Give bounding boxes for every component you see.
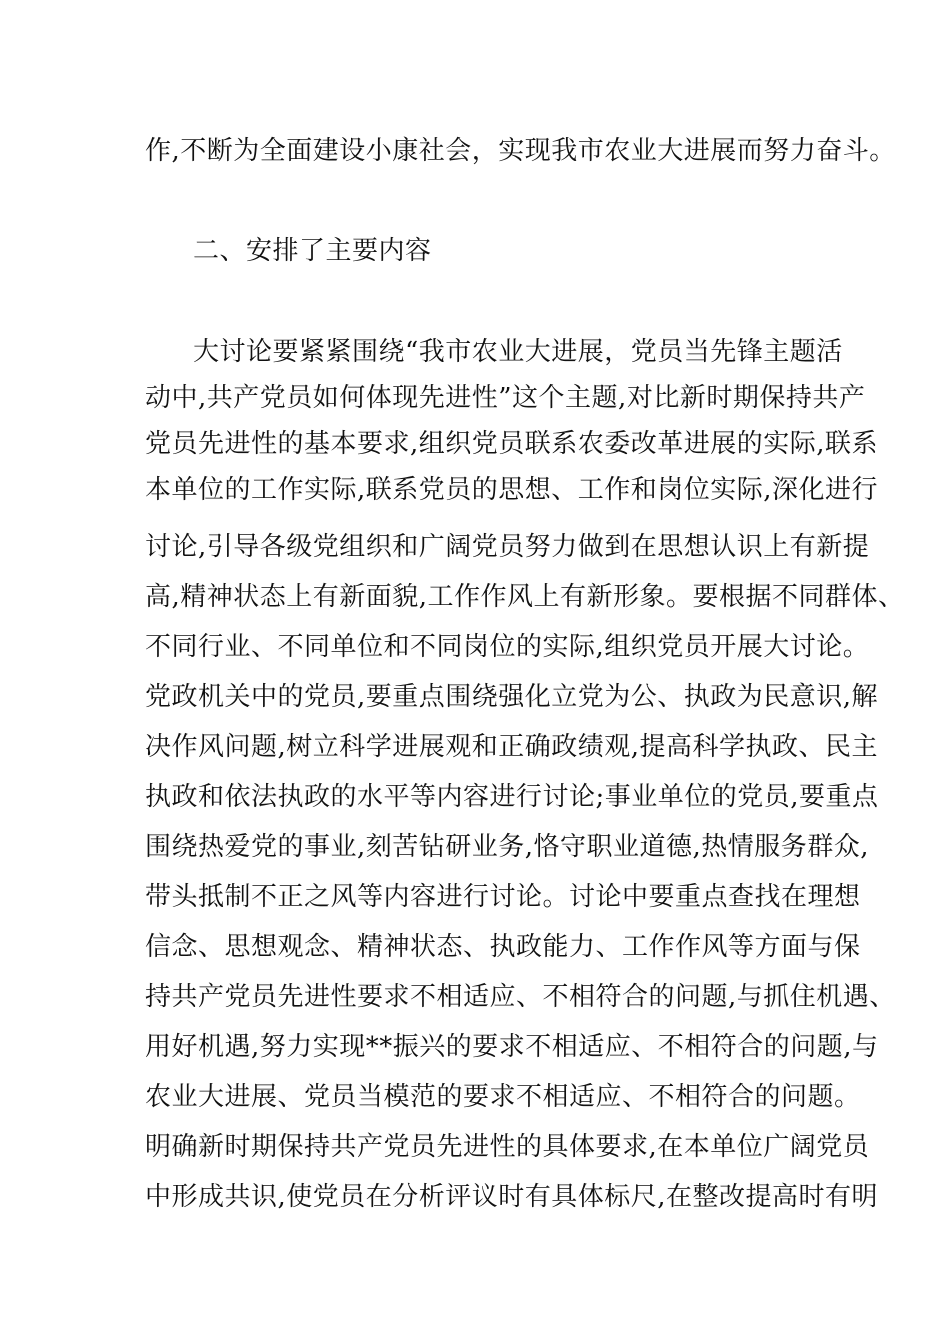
paragraph-line: 带头抵制不正之风等内容进行讨论。讨论中要重点查找在理想 — [145, 882, 861, 912]
paragraph-line: 信念、思想观念、精神状态、执政能力、工作作风等方面与保 — [145, 932, 861, 962]
paragraph-line: 中形成共识,使党员在分析评议时有具体标尺,在整改提高时有明 — [145, 1182, 879, 1212]
paragraph-line: 不同行业、不同单位和不同岗位的实际,组织党员开展大讨论。 — [145, 632, 870, 662]
paragraph-line: 动中,共产党员如何体现先进性”这个主题,对比新时期保持共产 — [145, 383, 866, 413]
paragraph-line: 执政和依法执政的水平等内容进行讨论;事业单位的党员,要重点 — [145, 782, 879, 812]
paragraph-line: 党员先进性的基本要求,组织党员联系农委改革进展的实际,联系 — [145, 429, 879, 459]
paragraph-line: 本单位的工作实际,联系党员的思想、工作和岗位实际,深化进行 — [145, 475, 879, 505]
paragraph-line: 持共产党员先进性要求不相适应、不相符合的问题,与抓住机遇、 — [145, 982, 896, 1012]
paragraph-line: 明确新时期保持共产党员先进性的具体要求,在本单位广阔党员 — [145, 1132, 870, 1162]
paragraph-line: 大讨论要紧紧围绕“我市农业大进展，党员当先锋主题活 — [193, 337, 843, 367]
paragraph-line: 高,精神状态上有新面貌,工作作风上有新形象。要根据不同群体、 — [145, 582, 905, 612]
section-heading: 二、安排了主要内容 — [193, 236, 432, 266]
opening-line: 作,不断为全面建设小康社会，实现我市农业大进展而努力奋斗。 — [145, 136, 896, 166]
paragraph-line: 用好机遇,努力实现**振兴的要求不相适应、不相符合的问题,与 — [145, 1032, 879, 1062]
paragraph-line: 决作风问题,树立科学进展观和正确政绩观,提高科学执政、民主 — [145, 732, 879, 762]
paragraph-line: 农业大进展、党员当模范的要求不相适应、不相符合的问题。 — [145, 1082, 861, 1112]
paragraph-line: 围绕热爱党的事业,刻苦钻研业务,恪守职业道德,热情服务群众, — [145, 832, 870, 862]
paragraph-line: 党政机关中的党员,要重点围绕强化立党为公、执政为民意识,解 — [145, 682, 879, 712]
paragraph-line: 讨论,引导各级党组织和广阔党员努力做到在思想认识上有新提 — [145, 532, 870, 562]
